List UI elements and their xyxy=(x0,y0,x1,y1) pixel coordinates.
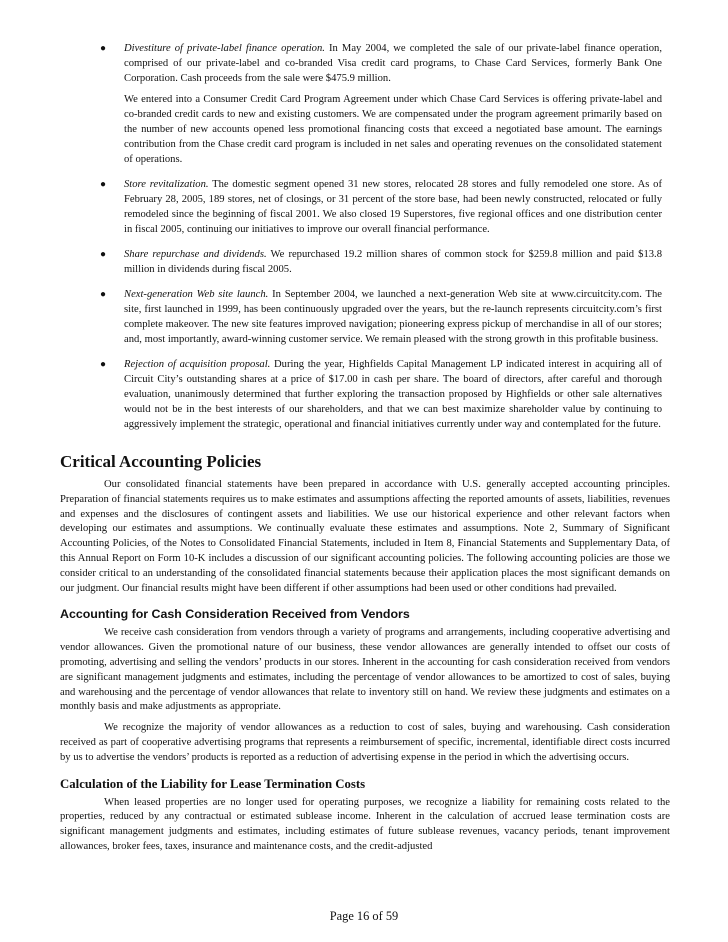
bullet-text xyxy=(124,247,662,277)
bullet-text xyxy=(124,41,662,86)
lease-paragraph-1: When leased properties are no longer used for operating purposes, we recognize a liability for remaining costs related to the properties, reduced by any contractual or estimated sublease income. Inherent in the calculation of accrued lease termination costs are significant management judgments and estimates, including estimates of future sublease revenues, vacancy periods, tenant improvement allowances, broker fees, taxes, insurance and maintenance costs, and the credit-adjusted xyxy=(60,796,670,852)
bullet-item-store-revitalization xyxy=(0,177,728,237)
bullet-body: During the year, Highfields Capital Management LP indicated interest in acquiring all of Circuit City’s outstanding shares at a price of $17.00 in cash per share. The board of directors, after careful and thorough evaluation, unanimously determined that further exploring the transaction proposed by Highfields or other sale alternatives would not be in the best interests of our shareholders, and that we can best maximize shareholder value by continuing to aggressively implement the strategic, operational and financial initiatives currently under way and contemplated for the future. xyxy=(124,359,662,430)
bullet-item-share-repurchase xyxy=(0,247,728,277)
bullet-body: We repurchased 19.2 million shares of common stock for $259.8 million and paid $13.8 million in dividends during fiscal 2005. xyxy=(124,249,662,275)
vendors-paragraph-2: We recognize the majority of vendor allowances as a reduction to cost of sales, buying and warehousing. Cash consideration received as part of cooperative advertising programs that represents a reimbursement of specific, incremental, identifiable direct costs incurred by us to advertise the vendors’ products is reported as a reduction of advertising expense in the period in which the advertising occurs. xyxy=(60,722,670,763)
bullet-lead: Next-generation Web site launch. xyxy=(124,289,269,300)
bullet-text xyxy=(124,287,662,347)
bullet-body: The domestic segment opened 31 new stores, relocated 28 stores and fully remodeled one store. As of February 28, 2005, 189 stores, net of closings, or 31 percent of the store base, had been newly constructed, relocated or fully remodeled since the beginning of fiscal 2001. We also closed 19 Superstores, five regional offices and one distribution center in fiscal 2005, continuing our initiatives to improve our overall financial performance. xyxy=(124,179,662,235)
bullet-lead: Divestiture of private-label finance operation. xyxy=(124,43,325,54)
lease-heading: Calculation of the Liability for Lease Termination Costs xyxy=(60,776,366,791)
main-content xyxy=(60,452,670,861)
bullet-icon: ● xyxy=(100,359,107,370)
vendors-paragraph-1: We receive cash consideration from vendors through a variety of programs and arrangements, including cooperative advertising and vendor allowances. Given the promotional nature of our business, these vendor allowances are generally intended to offset our costs of promoting, advertising and selling the vendors’ products in our stores. Inherent in the accounting for cash consideration received from vendors are significant management judgments and estimates, including the percentage of vendor allowances to be amortized to cost of sales, buying and warehousing and the percentage of vendor allowances that relate to inventory still on hand. We review these judgments and estimates on a monthly basis and make adjustments as appropriate. xyxy=(60,627,670,713)
bullet-subparagraph: We entered into a Consumer Credit Card Program Agreement under which Chase Card Services is offering private-label and co-branded credit cards to new and existing customers. We are compensated under the program agreement primarily based on the number of new accounts opened less promotional financing costs that exceed a negotiated base amount. The earnings contribution from the Chase credit card program is included in net sales and operating revenues on the consolidated statement of operations. xyxy=(124,94,662,165)
bullet-text xyxy=(124,357,662,432)
section-title: Critical Accounting Policies xyxy=(60,452,262,471)
bullet-item-divestiture xyxy=(0,41,728,167)
bullet-icon: ● xyxy=(100,289,107,300)
highlights-bullet-list xyxy=(0,41,728,442)
bullet-body: In September 2004, we launched a next-generation Web site at www.circuitcity.com. The site, first launched in 1999, has been continuously upgraded over the years, but the re-launch represents circuitcity.com’s first complete makeover. The new site features improved navigation; pioneering express pickup of merchandise in all of our stores; and, most importantly, award-winning customer service. We remain pleased with the strong growth in this profitable business. xyxy=(124,289,663,345)
bullet-item-acquisition-proposal xyxy=(0,357,728,432)
bullet-icon: ● xyxy=(100,43,107,54)
bullet-body: In May 2004, we completed the sale of our private-label finance operation, comprised of our private-label and co-branded Visa credit card programs, to Chase Card Services, formerly Bank One Corporation. Cash proceeds from the sale were $475.9 million. xyxy=(124,43,662,84)
section-intro-paragraph: Our consolidated financial statements have been prepared in accordance with U.S. generally accepted accounting principles. Preparation of financial statements requires us to make estimates and assumptions affecting the reported amounts of assets, liabilities, revenues and expenses and the disclosures of contingent assets and liabilities. We use our historical experience and other relevant factors when developing our estimates and assumptions. We continually evaluate these estimates and assumptions. Note 2, Summary of Significant Accounting Policies, of the Notes to Consolidated Financial Statements, included in Item 8, Financial Statements and Supplementary Data, of this Annual Report on Form 10-K includes a discussion of our significant accounting policies. The following accounting policies are those we consider critical to an understanding of the consolidated financial statements because their application places the most significant demands on our judgment. Our financial results might have been different if other assumptions had been used or other conditions had prevailed. xyxy=(60,479,670,594)
bullet-icon: ● xyxy=(100,179,107,190)
bullet-lead: Rejection of acquisition proposal. xyxy=(124,359,271,370)
bullet-icon: ● xyxy=(100,249,107,260)
bullet-lead: Share repurchase and dividends. xyxy=(124,249,267,260)
bullet-lead: Store revitalization. xyxy=(124,179,209,190)
bullet-text xyxy=(124,177,662,237)
bullet-item-web-site-launch xyxy=(0,287,728,347)
page-number: Page 16 of 59 xyxy=(329,909,399,923)
vendors-heading: Accounting for Cash Consideration Received from Vendors xyxy=(60,607,410,622)
